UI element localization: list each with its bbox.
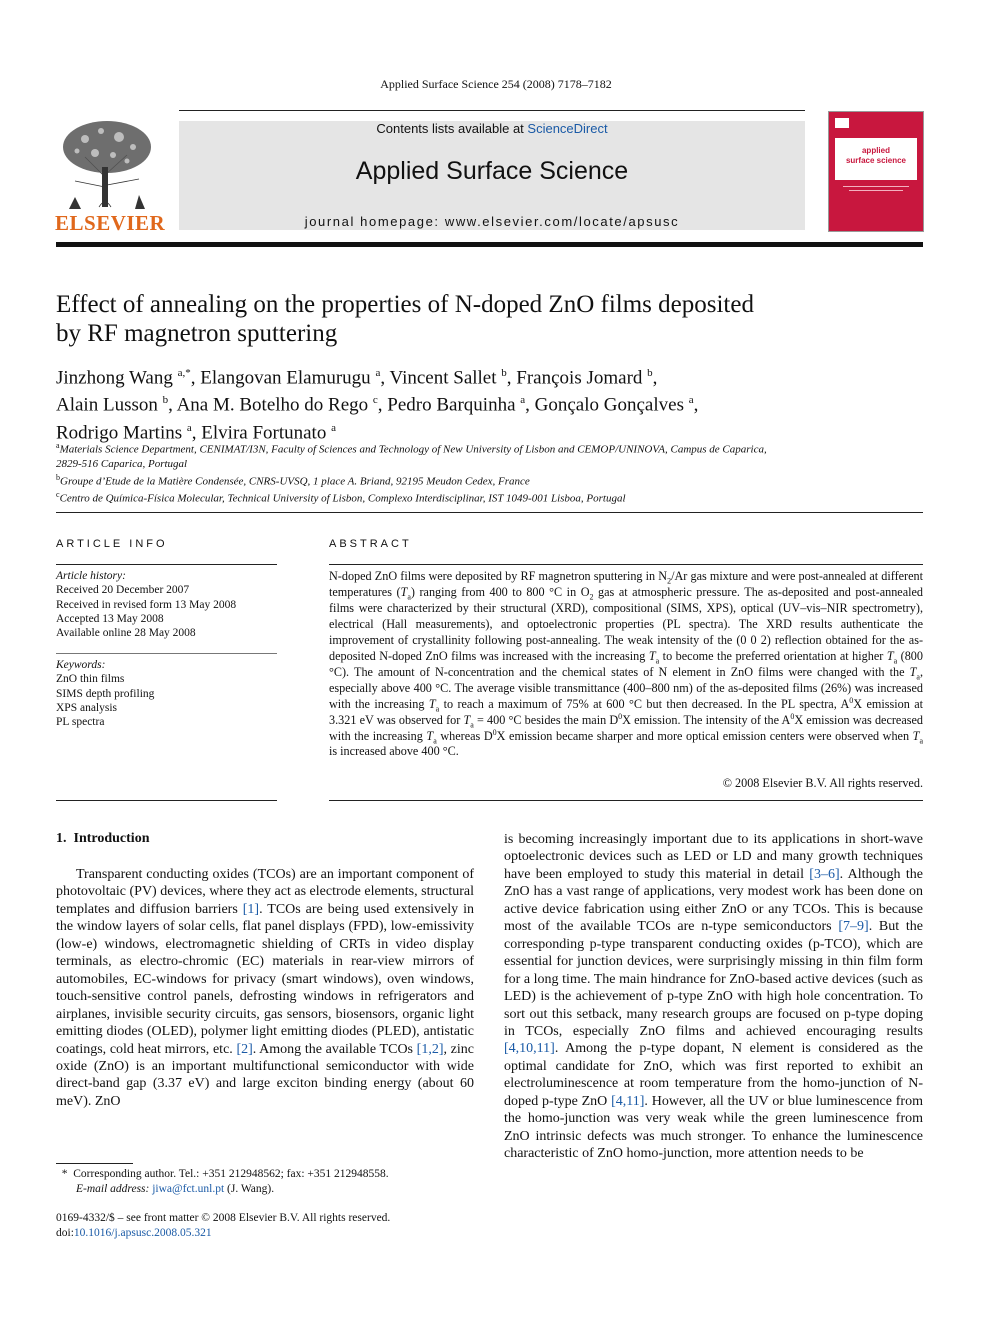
- cover-title-line1: applied: [861, 146, 890, 155]
- section-heading-introduction: [56, 831, 149, 847]
- affiliation-mark: c: [56, 490, 60, 500]
- article-history: [56, 569, 277, 640]
- keywords: [56, 658, 277, 729]
- affiliation-text: Materials Science Department, CENIMAT/I3N, Faculty of Sciences and Technology of New University of Lisbon and CEMOP/UNINOVA, Campus de Caparica,: [59, 443, 767, 456]
- keywords-rule: [56, 653, 277, 654]
- header-thick-rule: [56, 242, 923, 247]
- section-number: 1.: [56, 831, 67, 846]
- keyword: XPS analysis: [56, 701, 118, 714]
- doi-line: [56, 1226, 556, 1241]
- journal-name: Applied Surface Science: [355, 157, 629, 185]
- author-affil-mark[interactable]: b: [501, 367, 507, 379]
- author-separator: ,: [652, 367, 658, 389]
- author-name[interactable]: Jinzhong Wang: [56, 367, 173, 389]
- history-item: Received 20 December 2007: [56, 584, 190, 597]
- section-rule: [56, 512, 923, 513]
- author-separator: ,: [506, 367, 517, 389]
- author-list: [56, 362, 916, 444]
- article-title-line: by RF magnetron sputtering: [56, 320, 338, 347]
- contents-prefix: Contents lists available at: [376, 121, 528, 136]
- copyright-notice: © 2008 Elsevier B.V. All rights reserved.: [722, 776, 923, 790]
- corresponding-author-text: Corresponding author. Tel.: +351 212948562; fax: +351 212948558.: [73, 1168, 389, 1180]
- issn-line: 0169-4332/$ – see front matter © 2008 Elsevier B.V. All rights reserved.: [56, 1212, 391, 1224]
- cover-logo-icon: [835, 118, 849, 128]
- footnote-mark: *: [61, 1168, 68, 1180]
- abstract-bottom-rule: [329, 800, 923, 801]
- journal-banner: [179, 121, 805, 230]
- email-suffix: (J. Wang).: [224, 1182, 275, 1195]
- author-affil-mark[interactable]: a: [186, 421, 192, 434]
- contents-line: [179, 121, 805, 136]
- sciencedirect-link[interactable]: ScienceDirect: [527, 121, 608, 136]
- author-separator: ,: [190, 367, 201, 389]
- article-history-label: Article history:: [56, 570, 126, 582]
- elsevier-tree-icon: [55, 117, 159, 209]
- article-title-line: Effect of annealing on the properties of N-doped ZnO films deposited: [56, 291, 754, 318]
- history-item: Available online 28 May 2008: [56, 627, 196, 640]
- cover-title-line2: surface science: [845, 156, 907, 165]
- footnote-rule: [56, 1163, 133, 1164]
- footnote: [56, 1167, 474, 1196]
- abstract-text: N-doped ZnO films were deposited by RF magnetron sputtering in $N_2/Ar$ gas mixture and were post-annealed at different temperatures $(T_a)$ ranging from 400 to 800 °C in $O_2$ gas at atmospheric pressure. The as-deposited and post-annealed films were characterized by their structural (XRD), compositional (SIMS, XPS), optical (UV–vis–NIR spectrometry), electrical (Hall measurements), and optoelectronic properties (PL spectra). The XRD results authenticate the improvement of crystallinity following post-annealing. The weak intensity of the (0 0 2) reflection obtained for the as-deposited N-doped ZnO films was increased with the increasing $T_a$ to become the preferred orientation at higher $T_a$ (800 °C). The amount of N-concentration and the chemical states of N element in ZnO films were changed with the $T_a$, especially above 400 °C. The average visible transmittance (400–800 nm) of the as-deposited films (26%) was increased with the increasing $T_a$ to reach a maximum of 75% at 600 °C but then decreased. In the PL spectra, $A^0X$ emission at 3.321 eV was observed for $T_a = 400$ °C besides the main $D^0X$ emission. The intensity of the $A^0X$ emission was decreased with the increasing $T_a$ whereas $D^0X$ emission became sharper and more optical emission centers were observed when $T_a$ is increased above 400 °C.: [329, 569, 924, 759]
- affiliation-text: Groupe d’Etude de la Matière Condensée, CNRS-UVSQ, 1 place A. Briand, 92195 Meudon Cedex, France: [60, 475, 530, 488]
- article-info-bottom-rule: [56, 800, 277, 801]
- elsevier-logo[interactable]: [55, 117, 166, 237]
- affiliation: [56, 471, 926, 489]
- author-separator: ,: [191, 421, 202, 443]
- author-separator: ,: [693, 394, 699, 416]
- author-affil-mark[interactable]: a: [331, 421, 336, 434]
- running-head: Applied Surface Science 254 (2008) 7178–7182: [380, 77, 612, 91]
- affiliation-continuation: 2829-516 Caparica, Portugal: [56, 457, 188, 470]
- author-separator: ,: [377, 394, 388, 416]
- doi-link[interactable]: 10.1016/j.apsusc.2008.05.321: [73, 1227, 212, 1239]
- author-affil-mark[interactable]: a: [520, 394, 526, 407]
- author-affil-mark[interactable]: a,*: [177, 367, 191, 379]
- header-rule: [179, 110, 805, 111]
- affiliation-mark: a: [56, 441, 60, 450]
- journal-cover-thumbnail[interactable]: [828, 111, 924, 232]
- affiliations: [56, 439, 926, 506]
- author-name[interactable]: Gonçalo Gonçalves: [534, 394, 684, 416]
- cover-decor-line: [849, 190, 903, 191]
- journal-homepage-link[interactable]: journal homepage: www.elsevier.com/locate/apsusc: [304, 214, 680, 229]
- cover-title-box: [835, 138, 917, 180]
- abstract-rule: [329, 564, 923, 565]
- author-line: [56, 362, 916, 389]
- author-name[interactable]: Pedro Barquinha: [387, 394, 516, 416]
- footnote-corresponding: [56, 1167, 474, 1182]
- author-name[interactable]: François Jomard: [516, 367, 643, 389]
- affiliation-text: Centro de Química-Física Molecular, Technical University of Lisbon, Complexo Interdisciplinar, IST 1049-001 Lisboa, Portugal: [59, 492, 626, 505]
- article-info-rule: [56, 564, 277, 565]
- abstract-heading: ABSTRACT: [329, 538, 412, 550]
- email-label: E-mail address:: [76, 1182, 153, 1195]
- author-affil-mark[interactable]: b: [647, 367, 653, 379]
- keyword: PL spectra: [56, 716, 105, 729]
- history-item: Received in revised form 13 May 2008: [56, 598, 237, 611]
- author-name[interactable]: Elvira Fortunato: [201, 421, 327, 443]
- cover-decor-line: [843, 186, 909, 187]
- author-name[interactable]: Vincent Sallet: [389, 367, 497, 389]
- affiliation: [56, 439, 926, 457]
- body-paragraph-left: Transparent conducting oxides (TCOs) are an important component of photovoltaic (PV) devices, where they act as electrode elements, structural templates and diffusion barriers [1]. TCOs are being used extensively in the window layers of solar cells, flat panel displays (FPD), low-emissivity (low-e) windows, electromagnetic shielding of CRTs in video display terminals, as electro-chromic (EC) materials in rear-view mirrors of automobiles, EC-windows for privacy (smart windows), oven windows, touch-sensitive control panels, defrosting windows in refrigerators and airplanes, invisible security circuits, gas sensors, biosensors, organic light emitting diodes (OLED), polymer light emitting diodes (PLED), antistatic coatings, cold heat mirrors, etc. [2]. Among the available TCOs [1,2], zinc oxide (ZnO) is an important multifunctional semiconductor with wide direct-band gap (3.37 eV) and large exciton binding energy (about 60 meV). ZnO: [56, 867, 474, 1109]
- history-item: Accepted 13 May 2008: [56, 612, 164, 625]
- author-affil-mark[interactable]: c: [372, 394, 378, 407]
- body-paragraph-right: is becoming increasingly important due to its applications in short-wave optoelectronic devices such as LED or LD and many growth techniques have been employed to study this material in detail [3–6]. Although the ZnO has a vast range of applications, very modest work has been done on active device fabrication using either ZnO or any TCOs. This is because most of the available TCOs are n-type semiconductors [7–9]. But the corresponding p-type transparent conducting oxides (p-TCO), which are essential for junction devices, were surprisingly missing in thin film form for a long time. The main hindrance for ZnO-based active devices (such as LED) is the achievement of p-type ZnO with high hole concentration. To sort out this setback, many research groups are focused on p-type doping in TCOs, especially ZnO films and achieved encouraging results [4,10,11]. Among the p-type dopant, N element is considered as the optimal candidate for ZnO, which was first reported to exhibit an electroluminescence at room temperature from the homo-junction of N-doped p-type ZnO [4,11]. However, all the UV or blue luminescence from the homo-junction was very weak while the green luminescence from ZnO intrinsic defects was much stronger. To enhance the luminescence characteristic of ZnO homo-junction, more attention needs to be: [504, 832, 923, 1162]
- section-title: Introduction: [73, 831, 150, 846]
- author-name[interactable]: Elangovan Elamurugu: [200, 367, 371, 389]
- author-separator: ,: [525, 394, 535, 416]
- author-separator: ,: [168, 394, 177, 416]
- author-line: [56, 389, 916, 416]
- author-affil-mark[interactable]: a: [688, 394, 694, 407]
- author-affil-mark[interactable]: a: [375, 367, 381, 379]
- elsevier-wordmark: ELSEVIER: [55, 211, 166, 235]
- article-title: [56, 290, 916, 348]
- author-name[interactable]: Ana M. Botelho do Rego: [176, 394, 369, 416]
- affiliation: [56, 488, 926, 506]
- author-affil-mark[interactable]: b: [162, 394, 169, 407]
- footnote-email: [56, 1182, 474, 1197]
- doi-prefix: doi:: [56, 1227, 74, 1239]
- keyword: SIMS depth profiling: [56, 687, 155, 700]
- email-link[interactable]: jiwa@fct.unl.pt: [152, 1182, 225, 1195]
- author-separator: ,: [380, 367, 390, 389]
- keywords-label: Keywords:: [56, 659, 106, 671]
- affiliation-mark: b: [56, 472, 60, 482]
- keyword: ZnO thin films: [56, 673, 125, 686]
- author-name[interactable]: Rodrigo Martins: [56, 421, 183, 443]
- article-info-heading: ARTICLE INFO: [56, 538, 168, 550]
- author-name[interactable]: Alain Lusson: [56, 394, 158, 416]
